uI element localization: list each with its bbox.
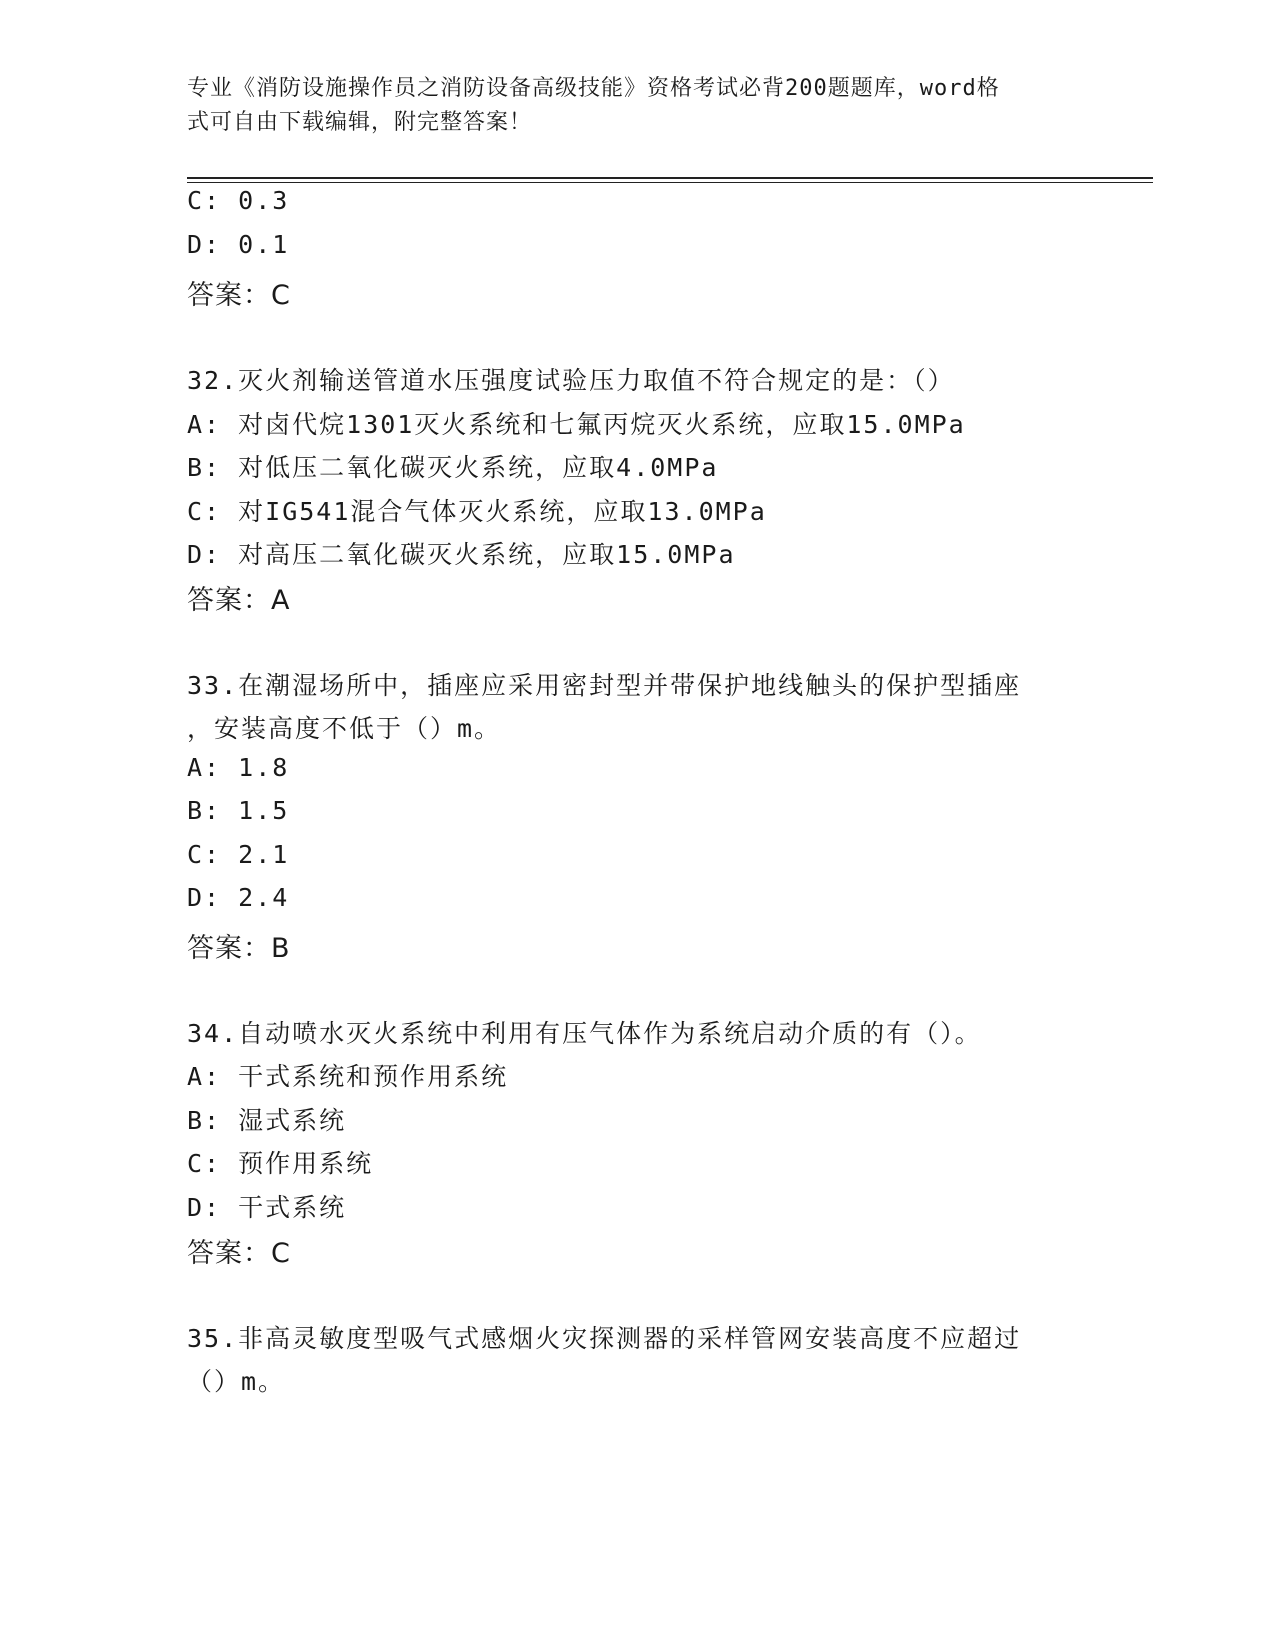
q35-stem-line-2: （）m。 — [187, 1367, 286, 1396]
prev-option-c: C: 0.3 — [187, 186, 290, 215]
q32-answer: 答案：A — [187, 585, 291, 616]
q34-option-c: C: 预作用系统 — [187, 1149, 374, 1178]
prev-answer: 答案：C — [187, 280, 291, 311]
q34-option-b: B: 湿式系统 — [187, 1106, 347, 1135]
q32-option-d: D: 对高压二氧化碳灭火系统，应取15.0MPa — [187, 540, 736, 569]
document-header — [187, 72, 1067, 140]
header-line-2: 式可自由下载编辑，附完整答案！ — [187, 110, 533, 135]
q32-stem: 32.灭火剂输送管道水压强度试验压力取值不符合规定的是：（） — [187, 366, 955, 395]
q32-option-b: B: 对低压二氧化碳灭火系统，应取4.0MPa — [187, 453, 719, 482]
header-rule-thick — [187, 177, 1153, 179]
prev-option-d: D: 0.1 — [187, 230, 290, 259]
q34-answer: 答案：C — [187, 1238, 291, 1269]
q33-stem-line-1: 33.在潮湿场所中，插座应采用密封型并带保护地线触头的保护型插座 — [187, 671, 1022, 700]
header-rule-thin — [187, 182, 1153, 183]
q33-option-c: C: 2.1 — [187, 840, 290, 869]
q34-option-a: A: 干式系统和预作用系统 — [187, 1062, 509, 1091]
q33-stem-line-2: ，安装高度不低于（）m。 — [187, 714, 502, 743]
q34-option-d: D: 干式系统 — [187, 1193, 347, 1222]
q33-option-a: A: 1.8 — [187, 753, 290, 782]
header-line-1: 专业《消防设施操作员之消防设备高级技能》资格考试必背200题题库，word格 — [187, 76, 1000, 101]
q32-option-a: A: 对卤代烷1301灭火系统和七氟丙烷灭火系统，应取15.0MPa — [187, 410, 966, 439]
q33-answer: 答案：B — [187, 933, 291, 964]
q32-option-c: C: 对IG541混合气体灭火系统，应取13.0MPa — [187, 497, 767, 526]
q34-stem: 34.自动喷水灭火系统中利用有压气体作为系统启动介质的有（）。 — [187, 1019, 982, 1048]
q33-option-b: B: 1.5 — [187, 796, 290, 825]
q35-stem-line-1: 35.非高灵敏度型吸气式感烟火灾探测器的采样管网安装高度不应超过 — [187, 1324, 1022, 1353]
q33-option-d: D: 2.4 — [187, 883, 290, 912]
